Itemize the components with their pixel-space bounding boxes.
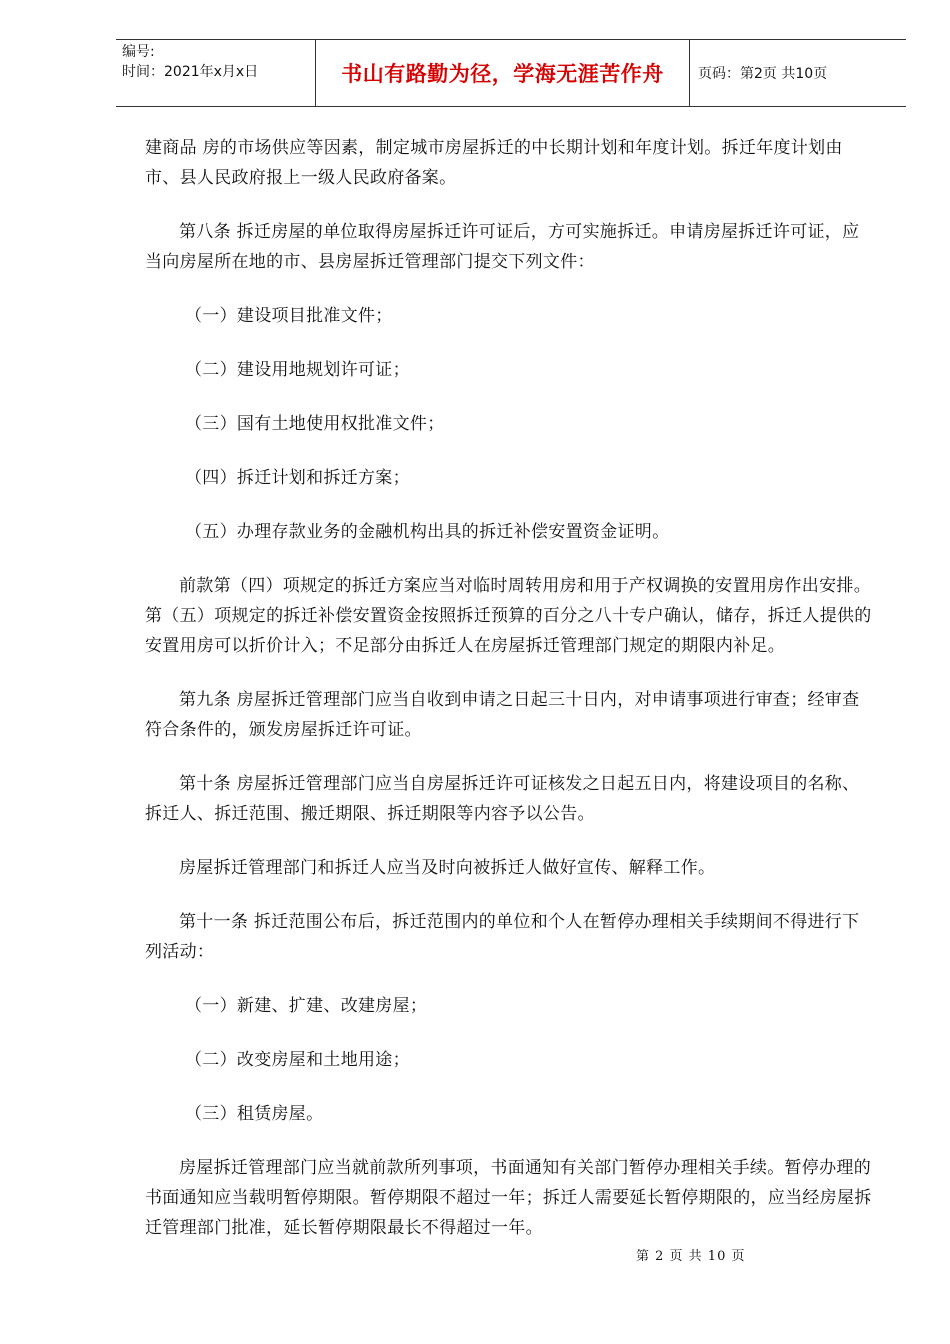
header-page-number: 页码：第2页 共10页 [698, 66, 828, 82]
list-item: （二）改变房屋和土地用途； [185, 1050, 410, 1070]
list-item: （三）租赁房屋。 [185, 1104, 324, 1124]
list-item: （三）国有土地使用权批准文件； [185, 414, 445, 434]
document-number-label: 编号: [122, 44, 155, 60]
list-item: （一）建设项目批准文件； [185, 306, 393, 326]
header-page-cell [690, 40, 906, 106]
header-meta-cell [116, 40, 316, 106]
paragraph-article-10: 第十条 房屋拆迁管理部门应当自房屋拆迁许可证核发之日起五日内，将建设项目的名称、拆迁人、拆迁范围、搬迁期限、拆迁期限等内容予以公告。 [145, 774, 860, 824]
paragraph: 前款第（四）项规定的拆迁方案应当对临时周转用房和用于产权调换的安置用房作出安排。第（五）项规定的拆迁补偿安置资金按照拆迁预算的百分之八十专户确认，储存，拆迁人提供的安置用房可以折价计入；不足部分由拆迁人在房屋拆迁管理部门规定的期限内补足。 [145, 576, 872, 656]
header-motto: 书山有路勤为径，学海无涯苦作舟 [341, 62, 664, 86]
paragraph: 房屋拆迁管理部门应当就前款所列事项，书面通知有关部门暂停办理相关手续。暂停办理的书面通知应当载明暂停期限。暂停期限不超过一年；拆迁人需要延长暂停期限的，应当经房屋拆迁管理部门批准，延长暂停期限最长不得超过一年。 [145, 1158, 872, 1238]
header-table [116, 39, 906, 107]
list-item: （一）新建、扩建、改建房屋； [185, 996, 428, 1016]
header-motto-cell [316, 40, 690, 106]
list-item: （四）拆迁计划和拆迁方案； [185, 468, 410, 488]
paragraph: 房屋拆迁管理部门和拆迁人应当及时向被拆迁人做好宣传、解释工作。 [179, 858, 716, 878]
footer-page-number: 第 2 页 共 10 页 [636, 1249, 746, 1264]
paragraph: 建商品 房的市场供应等因素，制定城市房屋拆迁的中长期计划和年度计划。拆迁年度计划由市、县人民政府报上一级人民政府备案。 [145, 138, 843, 188]
document-time-label: 时间：2021年x月x日 [122, 64, 259, 80]
paragraph-article-8: 第八条 拆迁房屋的单位取得房屋拆迁许可证后，方可实施拆迁。申请房屋拆迁许可证，应当向房屋所在地的市、县房屋拆迁管理部门提交下列文件： [145, 222, 860, 272]
list-item: （二）建设用地规划许可证； [185, 360, 410, 380]
list-item: （五）办理存款业务的金融机构出具的拆迁补偿安置资金证明。 [185, 522, 670, 542]
paragraph-article-11: 第十一条 拆迁范围公布后，拆迁范围内的单位和个人在暂停办理相关手续期间不得进行下列活动： [145, 912, 860, 962]
paragraph-article-9: 第九条 房屋拆迁管理部门应当自收到申请之日起三十日内，对申请事项进行审查；经审查符合条件的，颁发房屋拆迁许可证。 [145, 690, 860, 740]
document-body [145, 133, 875, 1267]
